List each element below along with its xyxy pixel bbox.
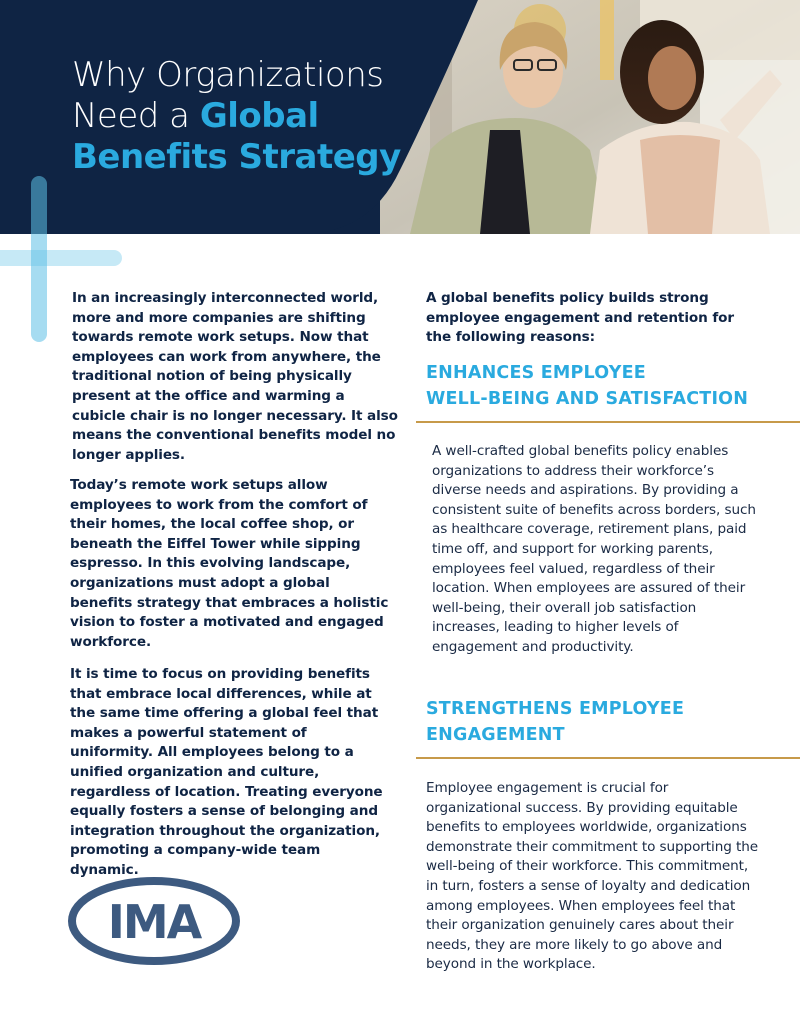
section2-heading-line1: STRENGTHENS EMPLOYEE [426,699,685,719]
section2-heading-line2: ENGAGEMENT [426,725,565,745]
plus-shape-decoration-horizontal [0,250,122,266]
title-line1: Why Organizations [72,55,384,95]
left-paragraph-3: It is time to focus on providing benefits that embrace local differences, while at the same time offering a global feel that makes a powerful statement of uniformity. All employees belong to a unified organization and culture, regardless of location. Treating everyone equally fosters a sense of belonging and integration throughout the organization, promoting a company-wide team dynamic. [70,666,383,878]
title-line2-plain: Need a [72,96,200,136]
section1-heading-line1: ENHANCES EMPLOYEE [426,363,646,383]
title-line3-accent: Benefits Strategy [72,137,401,177]
section2-body: Employee engagement is crucial for organizational success. By providing equitable benefits to employees worldwide, organizations demonstrate their commitment to supporting the well-being of their workforce. This commitment, in turn, fosters a sense of loyalty and dedication among employees. When employees feel that their organization genuinely cares about their needs, they are more likely to go above and beyond in the workplace. [426,780,758,973]
section1-heading [426,360,748,412]
title-line2-accent: Global [199,96,319,136]
section1-heading-line2: WELL-BEING AND SATISFACTION [426,389,749,409]
section1-divider [416,421,800,423]
left-paragraph-2: Today’s remote work setups allow employees to work from the comfort of their homes, the local coffee shop, or beneath the Eiffel Tower while sipping espresso. In this evolving landscape, organizations must adopt a global benefits strategy that embraces a holistic vision to foster a motivated and engaged workforce. [70,477,389,650]
section2-heading [426,696,684,748]
section2-divider [416,757,800,759]
header-banner [0,0,800,234]
left-paragraph-1: In an increasingly interconnected world, more and more companies are shifting towards remote work setups. Now that employees can work from anywhere, the traditional notion of being physically present at the office and warming a cubicle chair is no longer necessary. It also means the conventional benefits model no longer applies. [72,290,398,463]
ima-logo-text: IMA [107,895,201,949]
ima-logo [66,876,242,966]
page-title [72,55,401,178]
right-intro: A global benefits policy builds strong employee engagement and retention for the following reasons: [426,290,734,346]
section1-body: A well-crafted global benefits policy enables organizations to address their workforce’s diverse needs and aspirations. By providing a consistent suite of benefits across borders, such as healthcare coverage, retirement plans, paid time off, and support for working parents, employees feel valued, regardless of their location. When employees are assured of their well-being, their overall job satisfaction increases, leading to higher levels of engagement and productivity. [432,443,756,655]
